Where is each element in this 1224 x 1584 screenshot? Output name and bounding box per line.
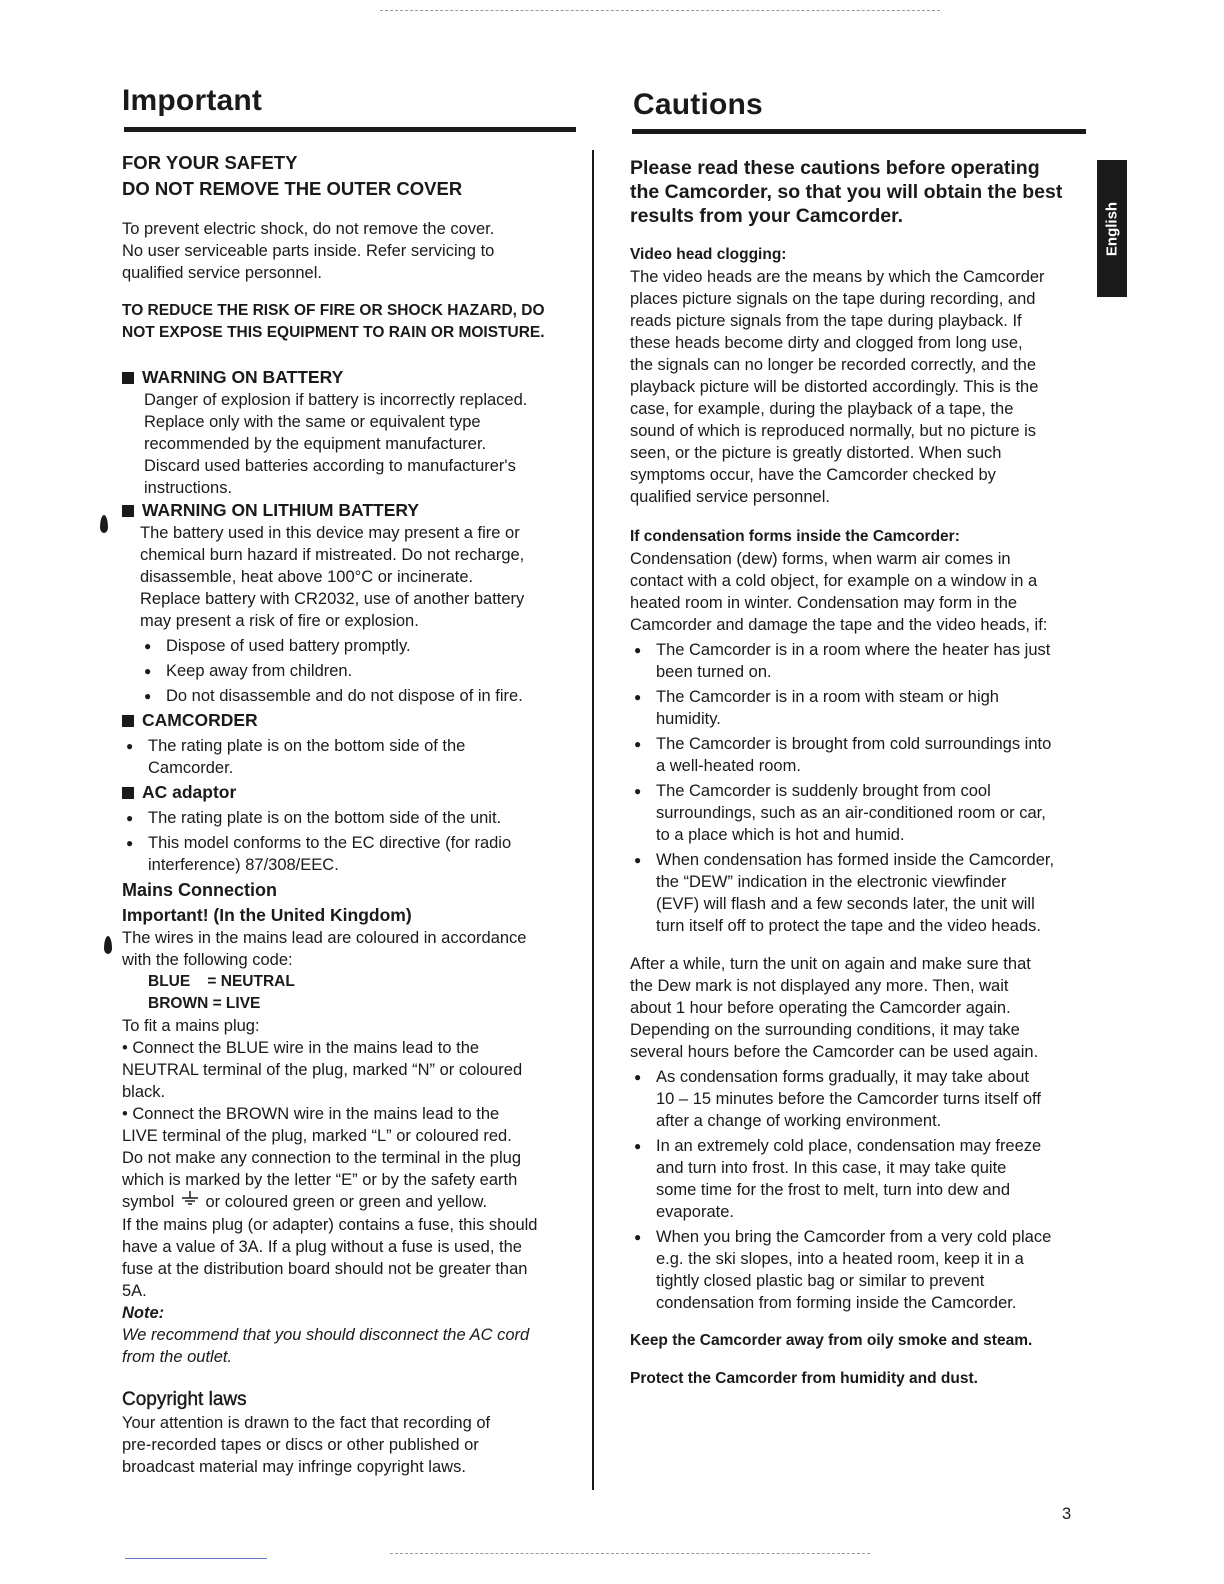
camcorder-bullet xyxy=(122,735,592,779)
mains-body-line: which is marked by the letter “E” or by the safety earth xyxy=(122,1171,518,1189)
condensation-bullet-line: the “DEW” indication in the electronic viewfinder xyxy=(656,873,1007,891)
condensation-bullet xyxy=(630,733,1090,777)
warning-lithium-line: Replace battery with CR2032, use of another battery xyxy=(140,590,525,608)
safety-text-line: qualified service personnel. xyxy=(122,264,322,282)
warning-battery-line: Danger of explosion if battery is incorrectly replaced. xyxy=(144,391,528,409)
safety-heading-1: FOR YOUR SAFETY xyxy=(122,152,298,173)
after-bullet-line: ● As condensation forms gradually, it may take about xyxy=(656,1068,1029,1086)
condensation-bullet xyxy=(630,849,1090,937)
mains-body-line: • Connect the BROWN wire in the mains lead to the xyxy=(122,1105,500,1123)
video-head-line: places picture signals on the tape during recording, and xyxy=(630,290,1036,308)
mains-body-line: • Connect the BLUE wire in the mains lead to the xyxy=(122,1039,480,1057)
mains-symbol-line xyxy=(122,1191,592,1214)
condensation-bullet-line: ● When condensation has formed inside the Camcorder, xyxy=(656,851,1055,869)
after-bullet-line: ● In an extremely cold place, condensation may freeze xyxy=(656,1137,1042,1155)
copyright-line: pre-recorded tapes or discs or other published or xyxy=(122,1436,479,1454)
warning-battery-line: recommended by the equipment manufacturer. xyxy=(144,435,487,453)
condensation-line: contact with a cold object, for example on a window in a xyxy=(630,572,1038,590)
condensation-bullet xyxy=(630,780,1090,846)
condensation-heading: If condensation forms inside the Camcorder: xyxy=(630,528,960,545)
camcorder-heading: CAMCORDER xyxy=(122,709,592,732)
right-column xyxy=(630,156,1090,1390)
protect-text: Protect the Camcorder from humidity and dust. xyxy=(630,1370,978,1387)
after-line: the Dew mark is not displayed any more. Then, wait xyxy=(630,977,1009,995)
lithium-bullet: ● Keep away from children. xyxy=(140,660,592,682)
after-bullet-line: e.g. the ski slopes, into a heated room, keep it in a xyxy=(656,1250,1024,1268)
cautions-title: Cautions xyxy=(633,88,763,121)
condensation-line: Condensation (dew) forms, when warm air comes in xyxy=(630,550,1011,568)
after-line: After a while, turn the unit on again and make sure that xyxy=(630,955,1031,973)
copyright-heading: Copyright laws xyxy=(122,1389,247,1410)
square-bullet-icon xyxy=(122,787,134,799)
left-column xyxy=(122,150,592,1478)
ac-adaptor-bullet-line: interference) 87/308/EEC. xyxy=(148,856,339,874)
condensation-line: heated room in winter. Condensation may form in the xyxy=(630,594,1018,612)
after-bullet xyxy=(630,1135,1090,1223)
camcorder-bullet-line: ● The rating plate is on the bottom side of the xyxy=(148,737,466,755)
video-head-line: The video heads are the means by which the Camcorder xyxy=(630,268,1045,286)
symbol-suffix: or coloured green or green and yellow. xyxy=(205,1193,488,1211)
condensation-bullet-line: to a place which is hot and humid. xyxy=(656,826,905,844)
warning-lithium-line: may present a risk of fire or explosion. xyxy=(140,612,419,630)
mains-body-line: black. xyxy=(122,1083,166,1101)
after-bullet-line: 10 – 15 minutes before the Camcorder turns itself off xyxy=(656,1090,1041,1108)
mains-fit: To fit a mains plug: xyxy=(122,1017,260,1035)
mains-fuse-line: 5A. xyxy=(122,1282,147,1300)
after-line: Depending on the surrounding conditions, it may take xyxy=(630,1021,1020,1039)
after-bullet-line: tightly closed plastic bag or similar to prevent xyxy=(656,1272,985,1290)
language-tab xyxy=(1097,160,1127,297)
note-line: from the outlet. xyxy=(122,1348,233,1366)
condensation-bullet-line: (EVF) will flash and a few seconds later, the unit will xyxy=(656,895,1035,913)
language-tab-label: English xyxy=(1103,201,1121,256)
after-bullet-line: ● When you bring the Camcorder from a very cold place xyxy=(656,1228,1052,1246)
condensation-bullet xyxy=(630,639,1090,683)
safety-text-line: To prevent electric shock, do not remove the cover. xyxy=(122,220,495,238)
square-bullet-icon xyxy=(122,505,134,517)
ac-adaptor-bullet xyxy=(122,832,592,876)
margin-mark xyxy=(100,515,108,533)
after-line: about 1 hour before operating the Camcorder again. xyxy=(630,999,1011,1017)
video-head-line: symptoms occur, have the Camcorder checked by xyxy=(630,466,996,484)
video-head-line: sound of which is reproduced normally, but no picture is xyxy=(630,422,1036,440)
video-head-line: qualified service personnel. xyxy=(630,488,830,506)
symbol-prefix: symbol xyxy=(122,1193,175,1211)
note-label: Note: xyxy=(122,1304,165,1322)
mains-subheading: Important! (In the United Kingdom) xyxy=(122,905,412,925)
mains-code-brown: BROWN = LIVE xyxy=(148,995,261,1012)
margin-mark xyxy=(104,936,112,954)
scan-line-bottom-dashed xyxy=(390,1553,870,1555)
after-bullet xyxy=(630,1226,1090,1314)
warning-lithium-line: chemical burn hazard if mistreated. Do not recharge, xyxy=(140,546,525,564)
condensation-line: Camcorder and damage the tape and the video heads, if: xyxy=(630,616,1048,634)
warning-lithium-line: disassemble, heat above 100°C or incinerate. xyxy=(140,568,474,586)
after-bullet-line: and turn into frost. In this case, it may take quite xyxy=(656,1159,1007,1177)
scan-line-top xyxy=(380,10,940,12)
cautions-intro-line: Please read these cautions before operating xyxy=(630,157,1040,179)
condensation-bullet-line: humidity. xyxy=(656,710,721,728)
after-bullet-line: after a change of working environment. xyxy=(656,1112,942,1130)
condensation-bullet-line: turn itself off to protect the tape and the video heads. xyxy=(656,917,1041,935)
mains-code-blue: BLUE = NEUTRAL xyxy=(148,973,295,990)
video-head-line: playback picture will be distorted accordingly. This is the xyxy=(630,378,1039,396)
ac-adaptor-heading: AC adaptor xyxy=(122,781,592,804)
column-divider xyxy=(592,150,594,1490)
condensation-bullet-line: surroundings, such as an air-conditioned room or car, xyxy=(656,804,1046,822)
video-head-heading: Video head clogging: xyxy=(630,246,787,263)
mains-heading: Mains Connection xyxy=(122,880,278,900)
video-head-line: the signals can no longer be recorded correctly, and the xyxy=(630,356,1037,374)
scan-line-bottom xyxy=(125,1558,267,1559)
lithium-bullet: ● Dispose of used battery promptly. xyxy=(140,635,592,657)
video-head-line: these heads become dirty and clogged from long use, xyxy=(630,334,1023,352)
condensation-bullet-line: ● The Camcorder is in a room with steam or high xyxy=(656,688,999,706)
condensation-bullet xyxy=(630,686,1090,730)
copyright-line: Your attention is drawn to the fact that recording of xyxy=(122,1414,491,1432)
mains-body-line: NEUTRAL terminal of the plug, marked “N” or coloured xyxy=(122,1061,523,1079)
mains-fuse-line: have a value of 3A. If a plug without a fuse is used, the xyxy=(122,1238,522,1256)
page-number: 3 xyxy=(1062,1505,1072,1523)
after-bullet xyxy=(630,1066,1090,1132)
cautions-intro-line: results from your Camcorder. xyxy=(630,205,904,227)
video-head-line: reads picture signals from the tape during playback. If xyxy=(630,312,1022,330)
ac-adaptor-bullet-line: ● This model conforms to the EC directive (for radio xyxy=(148,834,512,852)
important-rule xyxy=(124,127,576,132)
condensation-bullet-line: ● The Camcorder is suddenly brought from cool xyxy=(656,782,991,800)
video-head-line: seen, or the picture is greatly distorted. When such xyxy=(630,444,1002,462)
condensation-bullet-line: a well-heated room. xyxy=(656,757,801,775)
mains-body-line: Do not make any connection to the terminal in the plug xyxy=(122,1149,521,1167)
mains-body-line: LIVE terminal of the plug, marked “L” or coloured red. xyxy=(122,1127,512,1145)
ac-adaptor-bullet: ● The rating plate is on the bottom side of the unit. xyxy=(122,807,592,829)
warning-battery-line: Discard used batteries according to manufacturer's xyxy=(144,457,516,475)
after-bullet-line: evaporate. xyxy=(656,1203,734,1221)
camcorder-bullet-line: Camcorder. xyxy=(148,759,234,777)
square-bullet-icon xyxy=(122,715,134,727)
square-bullet-icon xyxy=(122,372,134,384)
after-line: several hours before the Camcorder can be used again. xyxy=(630,1043,1039,1061)
warning-battery-heading: WARNING ON BATTERY xyxy=(122,366,592,389)
warning-lithium-heading: WARNING ON LITHIUM BATTERY xyxy=(122,499,592,522)
earth-symbol-icon xyxy=(179,1191,201,1214)
keep-away-text: Keep the Camcorder away from oily smoke and steam. xyxy=(630,1332,1033,1349)
lithium-bullet: ● Do not disassemble and do not dispose of in fire. xyxy=(140,685,592,707)
warning-battery-line: Replace only with the same or equivalent type xyxy=(144,413,481,431)
copyright-line: broadcast material may infringe copyright laws. xyxy=(122,1458,466,1476)
video-head-line: case, for example, during the playback of a tape, the xyxy=(630,400,1014,418)
safety-heading-2: DO NOT REMOVE THE OUTER COVER xyxy=(122,178,463,199)
mains-intro-line: with the following code: xyxy=(122,951,293,969)
warning-battery-line: instructions. xyxy=(144,479,233,497)
safety-text-line: No user serviceable parts inside. Refer servicing to xyxy=(122,242,495,260)
mains-fuse-line: If the mains plug (or adapter) contains a fuse, this should xyxy=(122,1216,538,1234)
risk-text-line: TO REDUCE THE RISK OF FIRE OR SHOCK HAZARD, DO xyxy=(122,302,545,319)
warning-lithium-line: The battery used in this device may present a fire or xyxy=(140,524,520,542)
mains-intro-line: The wires in the mains lead are coloured in accordance xyxy=(122,929,527,947)
condensation-bullet-line: ● The Camcorder is brought from cold surroundings into xyxy=(656,735,1052,753)
condensation-bullet-line: been turned on. xyxy=(656,663,772,681)
note-line: We recommend that you should disconnect the AC cord xyxy=(122,1326,530,1344)
after-bullet-line: condensation from forming inside the Camcorder. xyxy=(656,1294,1017,1312)
important-title: Important xyxy=(122,84,263,117)
after-bullet-line: some time for the frost to melt, turn into dew and xyxy=(656,1181,1010,1199)
mains-fuse-line: fuse at the distribution board should not be greater than xyxy=(122,1260,528,1278)
condensation-bullet-line: ● The Camcorder is in a room where the heater has just xyxy=(656,641,1051,659)
cautions-intro-line: the Camcorder, so that you will obtain the best xyxy=(630,181,1063,203)
cautions-rule xyxy=(632,129,1086,134)
risk-text-line: NOT EXPOSE THIS EQUIPMENT TO RAIN OR MOISTURE. xyxy=(122,324,545,341)
